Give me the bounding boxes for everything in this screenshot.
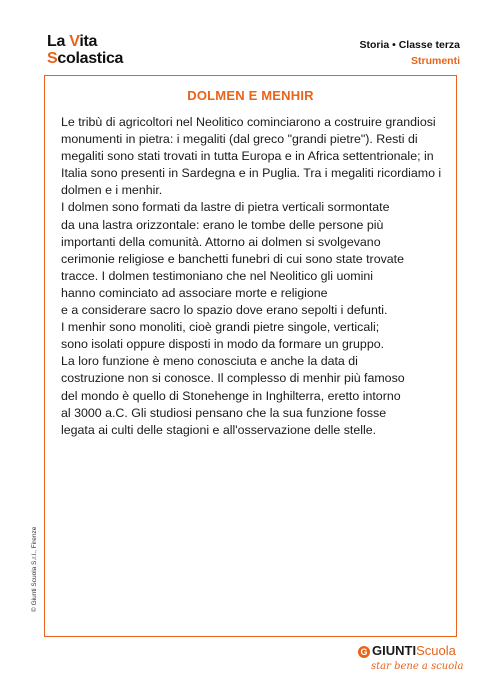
section-label: Strumenti — [410, 55, 460, 67]
header-info — [359, 37, 460, 69]
brand-tagline: star bene a scuola — [371, 661, 464, 672]
text-line: al 3000 a.C. Gli studiosi pensano che la sua funzione fosse — [61, 405, 387, 420]
content-frame — [44, 75, 457, 637]
text-line: costruzione non si conosce. Il complesso di menhir più famoso — [61, 371, 405, 386]
intro-paragraph: Le tribù di agricoltori nel Neolitico cominciarono a costruire grandiosi monumenti in pietra: i megaliti (dal greco "grandi pietre"). Resti di megaliti sono stati trovati in tutta Europa e in Africa settentrionale; in Italia sono presenti in Sardegna e in Puglia. Tra i megaliti ricordiamo i dolmen e i menhir. — [61, 115, 442, 198]
giunti-g-icon: G — [358, 646, 370, 658]
text-line: tracce. I dolmen testimoniano che nel Neolitico gli uomini — [61, 268, 373, 283]
subject-label: Storia • Classe terza — [359, 39, 460, 51]
text-line: importanti della comunità. Attorno ai dolmen si svolgevano — [61, 234, 381, 249]
text-line: hanno cominciato ad associare morte e religione — [61, 285, 328, 300]
text-line: legata ai culti delle stagioni e all'osservazione delle stelle. — [61, 422, 377, 437]
text-line: I menhir sono monoliti, cioè grandi pietre singole, verticali; — [61, 320, 380, 335]
article-body — [61, 114, 451, 439]
text-lines — [61, 199, 451, 438]
text-line: I dolmen sono formati da lastre di pietra verticali sormontate — [61, 200, 390, 215]
page-title: DOLMEN E MENHIR — [187, 88, 314, 103]
text-line: del mondo è quello di Stonehenge in Inghilterra, eretto intorno — [61, 388, 401, 403]
publisher-brand: G GIUNTIScuola — [358, 643, 456, 658]
text-line: sono isolati oppure disposti in modo da formare un gruppo. — [61, 337, 385, 352]
text-line: e a considerare sacro lo spazio dove erano sepolti i defunti. — [61, 303, 388, 318]
publication-logo: La Vita Scolastica — [47, 33, 124, 67]
text-line: La loro funzione è meno conosciuta e anche la data di — [61, 354, 358, 369]
text-line: da una lastra orizzontale: erano le tombe delle persone più — [61, 217, 384, 232]
copyright-note: © Giunti Scuola S.r.l., Firenze — [31, 526, 38, 612]
text-line: cerimonie religiose e banchetti funebri di cui sono state trovate — [61, 251, 404, 266]
